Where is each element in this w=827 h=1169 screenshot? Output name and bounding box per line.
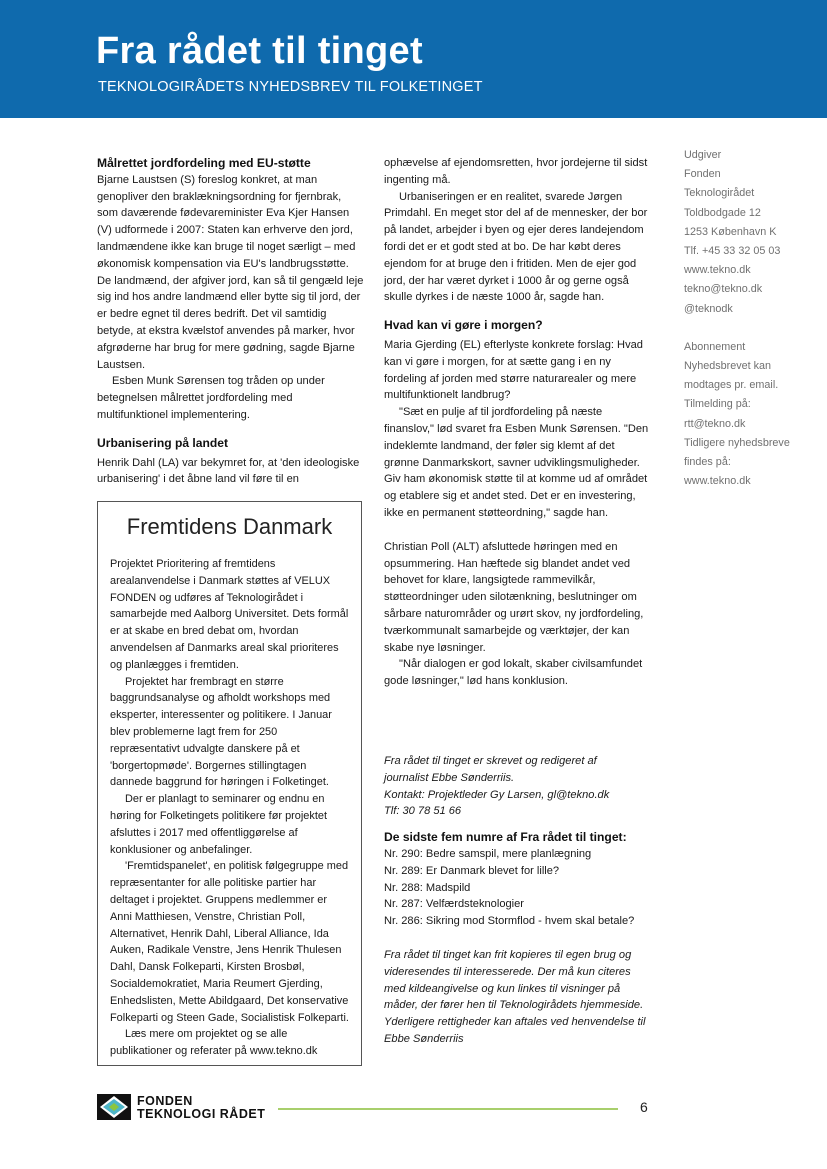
sidebar-line: findes på: (684, 456, 731, 469)
logo-line: FONDEN (137, 1094, 193, 1108)
paragraph: ophævelse af ejendomsretten, hvor jordejerne til sidst ingenting må. (384, 157, 648, 186)
sidebar-line: Tidligere nyhedsbreve (684, 436, 790, 449)
sidebar (684, 146, 790, 491)
box-paragraph: Læs mere om projektet og se alle publikationer og referater på www.tekno.dk (110, 1028, 318, 1058)
paragraph: Bjarne Laustsen (S) foreslog konkret, at man genopliver den braklækningsordning for fjernbrak, som daværende fødevareminister Eva Kjer Hansen (V) udformede i 2007: Staten kan erhverve den jord, landmændene ikke kan bruge til noget særligt – med økonomisk kompensation via EU's landbrugsstøtte. De landmænd, der afgiver jord, kan så til gengæld leje sig ind hos andre landmænd eller bytte sig til jord, der er bedre egnet til deres bedrift. Det vil samtidig betyde, at ekstra kvælstof anvendes på marker, hvor afgrøderne har brug for mere gødning, sagde Bjarne Laustsen. (97, 173, 364, 371)
logo-line: TEKNOLOGI RÅDET (137, 1106, 266, 1121)
issue-item: Nr. 286: Sikring mod Stormflod - hvem skal betale? (384, 915, 635, 928)
logo-mark-icon (97, 1094, 131, 1120)
sidebar-heading-publisher: Udgiver (684, 149, 722, 161)
box-paragraph: Der er planlagt to seminarer og endnu en høring for Folketingets politikere før projektet afsluttes i 2017 med offentliggørelse af konklusioner og anbefalinger. (110, 793, 328, 856)
sidebar-line: Tlf. +45 33 32 05 03 (684, 245, 781, 258)
section-heading-jordfordeling: Målrettet jordfordeling med EU-støtte (97, 156, 311, 170)
section-heading-issues: De sidste fem numre af Fra rådet til tinget: (384, 830, 627, 845)
footer-divider (278, 1108, 618, 1110)
paragraph: Maria Gjerding (EL) efterlyste konkrete forslag: Hvad kan vi gøre i morgen, for at sætte gang i en ny fordeling af jorden med større naturarealer og mere multifunktionelt landbrug? (384, 338, 643, 402)
fremtidens-danmark-box (97, 501, 362, 1066)
credit-line: Tlf: 30 78 51 66 (384, 805, 462, 818)
credit-line: Kontakt: Projektleder Gy Larsen, gl@tekno.dk (384, 788, 610, 801)
credits-block (384, 753, 652, 1048)
credit-line: journalist Ebbe Sønderriis. (384, 771, 515, 784)
issue-item: Nr. 287: Velfærdsteknologier (384, 898, 524, 911)
issue-item: Nr. 290: Bedre samspil, mere planlægning (384, 847, 592, 860)
box-paragraph: Projektet har frembragt en større baggrundsanalyse og afholdt workshops med eksperter, interessenter og politikere. I Januar blev problemerne lagt frem for 250 repræsentativt udvalgte danskere på et 'borgertopmøde'. Borgernes stillingtagen dannede baggrund for høringen i Folketinget. (110, 675, 332, 789)
copyright-notice: Fra rådet til tinget kan frit kopieres til egen brug og videresendes til interesserede. Der må kun citeres med kildeangivelse og kun linkes til visninger på måder, der fører hen til Teknologirådets hjemmeside. Yderligere rettigheder kan aftales ved henvendelse til Ebbe Sønderriis (384, 948, 646, 1045)
paragraph: Urbaniseringen er en realitet, svarede Jørgen Primdahl. En meget stor del af de mennesker, der bor på landet, arbejder i byen og ejer deres landejendom fordi det er et godt sted at bo. De har købt deres ejendom for at bruge den i fritiden. Men de ejer god jord, der har været dyrket i 1000 år og gerne også skulle dyrkes i de næste 1000 år, sagde han. (384, 190, 648, 304)
sidebar-line: Fonden (684, 168, 721, 181)
page-number: 6 (640, 1099, 648, 1115)
paragraph: "Når dialogen er god lokalt, skaber civilsamfundet gode løsninger," lød hans konklusion. (384, 658, 643, 688)
newsletter-title: Fra rådet til tinget (96, 30, 423, 72)
teknologiraadet-logo (97, 1094, 272, 1122)
sidebar-link-twitter[interactable]: @teknodk (684, 302, 733, 315)
paragraph: Henrik Dahl (LA) var bekymret for, at 'den ideologiske urbanisering' i det åbne land vil føre til en (97, 456, 360, 486)
sidebar-line: Toldbodgade 12 (684, 206, 761, 219)
section-heading-morgen: Hvad kan vi gøre i morgen? (384, 318, 543, 333)
sidebar-line: Tilmelding på: (684, 398, 751, 411)
sidebar-link-archive[interactable]: www.tekno.dk (684, 475, 751, 488)
sidebar-line: Teknologirådet (684, 187, 755, 200)
sidebar-line: 1253 København K (684, 225, 777, 238)
box-title: Fremtidens Danmark (126, 514, 333, 539)
box-paragraph: 'Fremtidspanelet', en politisk følgegruppe med repræsentanter for alle politiske partier har deltaget i projektet. Gruppens medlemmer er Anni Matthiesen, Venstre, Christian Poll, Alternativet, Henrik Dahl, Liberal Alliance, Ida Auken, Radikale Venstre, Jens Henrik Thulesen Dahl, Dansk Folkeparti, Kirsten Brosbøl, Socialdemokratiet, Maria Reumert Gjerding, Enhedslisten, Mette Abildgaard, Det konservative Folkeparti og Steen Gade, Socialistisk Folkeparti. (110, 860, 349, 1024)
paragraph: "Sæt en pulje af til jordfordeling på næste finanslov," lød svaret fra Esben Munk Sørensen. "Den indeklemte landmand, der føler sig klemt af det grønne Danmarkskort, savner udviklingsmuligheder. Giv ham økonomisk støtte til at komme ud af området og etablere sig et andet sted. Det er en investering, ikke en permanent støtteordning," sagde han. (384, 406, 649, 519)
sidebar-heading-subscription: Abonnement (684, 340, 746, 353)
article-column-right (384, 155, 652, 1045)
newsletter-subtitle: TEKNOLOGIRÅDETS NYHEDSBREV TIL FOLKETINGET (98, 79, 483, 95)
logo-text (137, 1095, 265, 1120)
paragraph: Christian Poll (ALT) afsluttede høringen med en opsummering. Han hæftede sig blandet andet ved behovet for klare, langsigtede rammevilkår, støtteordninger uden silotænkning, beslutninger om sårbare naturområder og urørt skov, ny jordfordeling, tværkommunalt samarbejde og værktøjer, der kan skabe nye løsninger. (384, 540, 644, 654)
sidebar-link-email[interactable]: tekno@tekno.dk (684, 283, 763, 296)
credit-line: Fra rådet til tinget er skrevet og redigeret af (384, 755, 597, 767)
article-column-left (97, 155, 365, 488)
sidebar-line: Nyhedsbrevet kan (684, 360, 772, 373)
sidebar-line: modtages pr. email. (684, 379, 779, 392)
sidebar-link-subscribe-email[interactable]: rtt@tekno.dk (684, 417, 746, 430)
sidebar-link-website[interactable]: www.tekno.dk (684, 264, 751, 277)
header-banner (0, 0, 827, 118)
issue-item: Nr. 288: Madspild (384, 881, 471, 894)
paragraph: Esben Munk Sørensen tog tråden op under betegnelsen målrettet jordfordeling med multifunktionel implementering. (97, 375, 325, 421)
section-heading-urbanisering: Urbanisering på landet (97, 435, 229, 450)
issue-item: Nr. 289: Er Danmark blevet for lille? (384, 864, 560, 877)
box-paragraph: Projektet Prioritering af fremtidens arealanvendelse i Danmark støttes af VELUX FONDEN og udføres af Teknologirådet i samarbejde med Aalborg Universitet. Dets formål er at skabe en bred debat om, hvordan anvendelsen af Danmarks areal skal prioriteres og planlægges i fremtiden. (110, 558, 349, 671)
